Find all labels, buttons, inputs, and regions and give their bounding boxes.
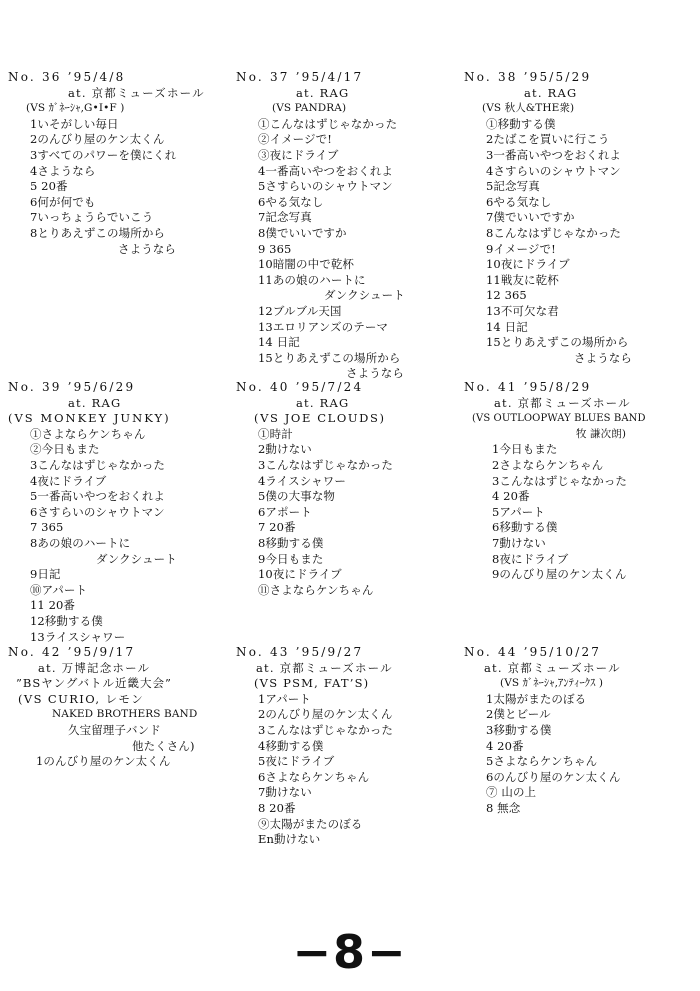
event-title: ”BSヤングバトル近畿大会” bbox=[16, 676, 172, 691]
vs-line: 牧 謙次朗) bbox=[576, 427, 627, 440]
song-continuation: ダンクシュート bbox=[96, 551, 177, 566]
song: 6移動する僕 bbox=[492, 520, 558, 535]
song-continuation: さようなら bbox=[346, 366, 404, 380]
show-header: No. 36 ’95/4/8 bbox=[8, 70, 126, 84]
vs-line: (VS JOE CLOUDS) bbox=[254, 411, 386, 426]
vs-line: (VS OUTLOOPWAY BLUES BAND bbox=[472, 413, 646, 425]
vs-line: NAKED BROTHERS BAND bbox=[52, 708, 198, 721]
song: 9今日もまた bbox=[258, 551, 324, 566]
vs-line: (VS ｶﾞﾈｰｼｬ,G•I•F ) bbox=[26, 102, 125, 115]
song: 2動けない bbox=[258, 442, 312, 457]
song: ⑦ 山の上 bbox=[486, 785, 537, 800]
song: 9のんびり屋のケン太くん bbox=[492, 567, 627, 582]
venue: at. RAG bbox=[296, 85, 350, 100]
song: ①さよならケンちゃん bbox=[30, 426, 146, 441]
song: 2たばこを買いに行こう bbox=[486, 132, 610, 147]
song: ②今日もまた bbox=[30, 442, 100, 457]
song: 7動けない bbox=[258, 785, 312, 800]
song: ①時計 bbox=[258, 426, 293, 441]
song: 2のんびり屋のケン太くん bbox=[258, 707, 393, 722]
vs-line: (VS MONKEY JUNKY) bbox=[8, 411, 171, 426]
song: 4 20番 bbox=[492, 489, 530, 504]
setlist-block-44 bbox=[464, 645, 692, 875]
song-continuation: さようなら bbox=[574, 350, 632, 365]
song: 5アパート bbox=[492, 504, 545, 519]
setlist-block-42 bbox=[8, 645, 236, 875]
song: 4さすらいのシャウトマン bbox=[486, 163, 621, 178]
song: 5 20番 bbox=[30, 179, 68, 194]
song-continuation: ダンクシュート bbox=[324, 288, 405, 303]
setlist-block-37 bbox=[236, 70, 464, 380]
song: ⑨太陽がまたのぼる bbox=[258, 816, 363, 831]
song: 13不可欠な君 bbox=[486, 303, 559, 318]
song: 15とりあえずこの場所から bbox=[258, 350, 401, 365]
show-header: No. 43 ’95/9/27 bbox=[236, 645, 364, 659]
song: 15とりあえずこの場所から bbox=[486, 335, 629, 350]
vs-line: 他たくさん) bbox=[132, 738, 195, 753]
song: 3移動する僕 bbox=[486, 722, 552, 737]
venue: at. RAG bbox=[524, 85, 578, 100]
song: 8僕でいいですか bbox=[258, 225, 347, 240]
show-header: No. 42 ’95/9/17 bbox=[8, 645, 136, 659]
song-continuation: さようなら bbox=[118, 241, 176, 256]
song: 8こんなはずじゃなかった bbox=[486, 225, 622, 240]
song: 4一番高いやつをおくれよ bbox=[258, 163, 394, 178]
song: 4さようなら bbox=[30, 163, 96, 178]
song: 7 20番 bbox=[258, 520, 296, 535]
song: 1いそがしい毎日 bbox=[30, 116, 119, 131]
song: 3すべてのパワーを僕にくれ bbox=[30, 147, 177, 162]
show-header: No. 38 ’95/5/29 bbox=[464, 70, 592, 84]
song: 12 365 bbox=[486, 288, 527, 303]
song: ①こんなはずじゃなかった bbox=[258, 116, 398, 131]
song: 5夜にドライブ bbox=[258, 754, 335, 769]
vs-line: (VS CURIO, レモン bbox=[18, 691, 145, 706]
vs-line: (VS 秋人&THE衆) bbox=[482, 102, 575, 115]
song: 7動けない bbox=[492, 535, 546, 550]
song: 5さすらいのシャウトマン bbox=[258, 179, 393, 194]
song: 10夜にドライブ bbox=[486, 257, 570, 272]
vs-line: 久宝留理子バンド bbox=[68, 722, 161, 737]
song: 7 365 bbox=[30, 520, 64, 535]
song: 8夜にドライブ bbox=[492, 551, 569, 566]
song: 3こんなはずじゃなかった bbox=[30, 457, 166, 472]
song: 5さよならケンちゃん bbox=[486, 754, 598, 769]
song: 6さよならケンちゃん bbox=[258, 769, 370, 784]
song: 1今日もまた bbox=[492, 442, 558, 457]
song: 2のんびり屋のケン太くん bbox=[30, 132, 165, 147]
song: 14 日記 bbox=[486, 319, 528, 334]
setlist-block-41 bbox=[464, 380, 692, 645]
song: 4移動する僕 bbox=[258, 738, 324, 753]
song: ③夜にドライブ bbox=[258, 147, 339, 162]
song: 6アポート bbox=[258, 504, 312, 519]
song: 2さよならケンちゃん bbox=[492, 457, 604, 472]
song: 6さすらいのシャウトマン bbox=[30, 504, 165, 519]
song: 12移動する僕 bbox=[30, 613, 103, 628]
song: ⑩アパート bbox=[30, 582, 88, 597]
song: ⑪さよならケンちゃん bbox=[258, 582, 374, 597]
show-header: No. 39 ’95/6/29 bbox=[8, 380, 136, 394]
vs-line: (VS ｶﾞﾈｰｼｬ,ｱﾝﾃｨｰｸｽ ) bbox=[500, 677, 604, 690]
song: 5僕の大事な物 bbox=[258, 489, 336, 504]
song: 11戦友に乾杯 bbox=[486, 272, 559, 287]
show-header: No. 37 ’95/4/17 bbox=[236, 70, 364, 84]
song: 1アパート bbox=[258, 691, 311, 706]
song: ①移動する僕 bbox=[486, 116, 556, 131]
song: 11あの娘のハートに bbox=[258, 272, 366, 287]
setlist-block-38 bbox=[464, 70, 692, 380]
song: 1太陽がまたのぼる bbox=[486, 691, 587, 706]
vs-line: (VS PSM, FAT’S) bbox=[254, 676, 370, 691]
song: 8あの娘のハートに bbox=[30, 535, 131, 550]
setlist-block-39 bbox=[8, 380, 236, 645]
song: 6やる気なし bbox=[486, 194, 552, 209]
song: 1のんびり屋のケン太くん bbox=[36, 754, 171, 769]
song: 4ライスシャワー bbox=[258, 473, 346, 488]
song: 3こんなはずじゃなかった bbox=[258, 457, 394, 472]
song: 13ライスシャワー bbox=[30, 629, 126, 644]
song: 5一番高いやつをおくれよ bbox=[30, 489, 166, 504]
page-number: −8− bbox=[292, 925, 408, 979]
song: 9イメージで! bbox=[486, 241, 556, 256]
song: 8 20番 bbox=[258, 800, 296, 815]
setlist-block-43 bbox=[236, 645, 464, 875]
song: ②イメージで! bbox=[258, 132, 332, 147]
vs-line: (VS PANDRA) bbox=[272, 102, 347, 115]
setlist-block-40 bbox=[236, 380, 464, 645]
show-header: No. 41 ’95/8/29 bbox=[464, 380, 592, 394]
venue: at. 京都ミューズホール bbox=[256, 660, 393, 675]
show-header: No. 44 ’95/10/27 bbox=[464, 645, 602, 659]
song: 13エロリアンズのテーマ bbox=[258, 319, 389, 334]
song: 11 20番 bbox=[30, 598, 76, 613]
song: 7僕でいいですか bbox=[486, 210, 575, 225]
venue: at. 京都ミューズホール bbox=[484, 660, 621, 675]
song: 9 365 bbox=[258, 241, 292, 256]
setlist-block-36 bbox=[8, 70, 236, 380]
song: 10暗闇の中で乾杯 bbox=[258, 257, 355, 272]
song: 8とりあえずこの場所から bbox=[30, 225, 166, 240]
song: 12ブルブル天国 bbox=[258, 303, 342, 318]
song: 6何が何でも bbox=[30, 194, 96, 209]
song: 3一番高いやつをおくれよ bbox=[486, 147, 622, 162]
song: 2僕とビール bbox=[486, 707, 551, 722]
song: 3こんなはずじゃなかった bbox=[492, 473, 628, 488]
song: En動けない bbox=[258, 832, 321, 847]
song: 9日記 bbox=[30, 567, 61, 582]
song: 10夜にドライブ bbox=[258, 567, 342, 582]
song: 4 20番 bbox=[486, 738, 524, 753]
venue: at. 京都ミューズホール bbox=[68, 85, 205, 100]
song: 3こんなはずじゃなかった bbox=[258, 722, 394, 737]
song: 4夜にドライブ bbox=[30, 473, 107, 488]
venue: at. RAG bbox=[296, 395, 350, 410]
show-header: No. 40 ’95/7/24 bbox=[236, 380, 364, 394]
song: 8移動する僕 bbox=[258, 535, 324, 550]
song: 6やる気なし bbox=[258, 194, 324, 209]
venue: at. 万博記念ホール bbox=[38, 660, 151, 675]
song: 5記念写真 bbox=[486, 179, 540, 194]
setlist-grid bbox=[8, 70, 692, 875]
song: 7いっちょうらでいこう bbox=[30, 210, 154, 225]
venue: at. 京都ミューズホール bbox=[494, 395, 631, 410]
venue: at. RAG bbox=[68, 395, 122, 410]
song: 14 日記 bbox=[258, 335, 300, 350]
song: 6のんびり屋のケン太くん bbox=[486, 769, 621, 784]
song: 7記念写真 bbox=[258, 210, 312, 225]
song: 8 無念 bbox=[486, 800, 521, 815]
